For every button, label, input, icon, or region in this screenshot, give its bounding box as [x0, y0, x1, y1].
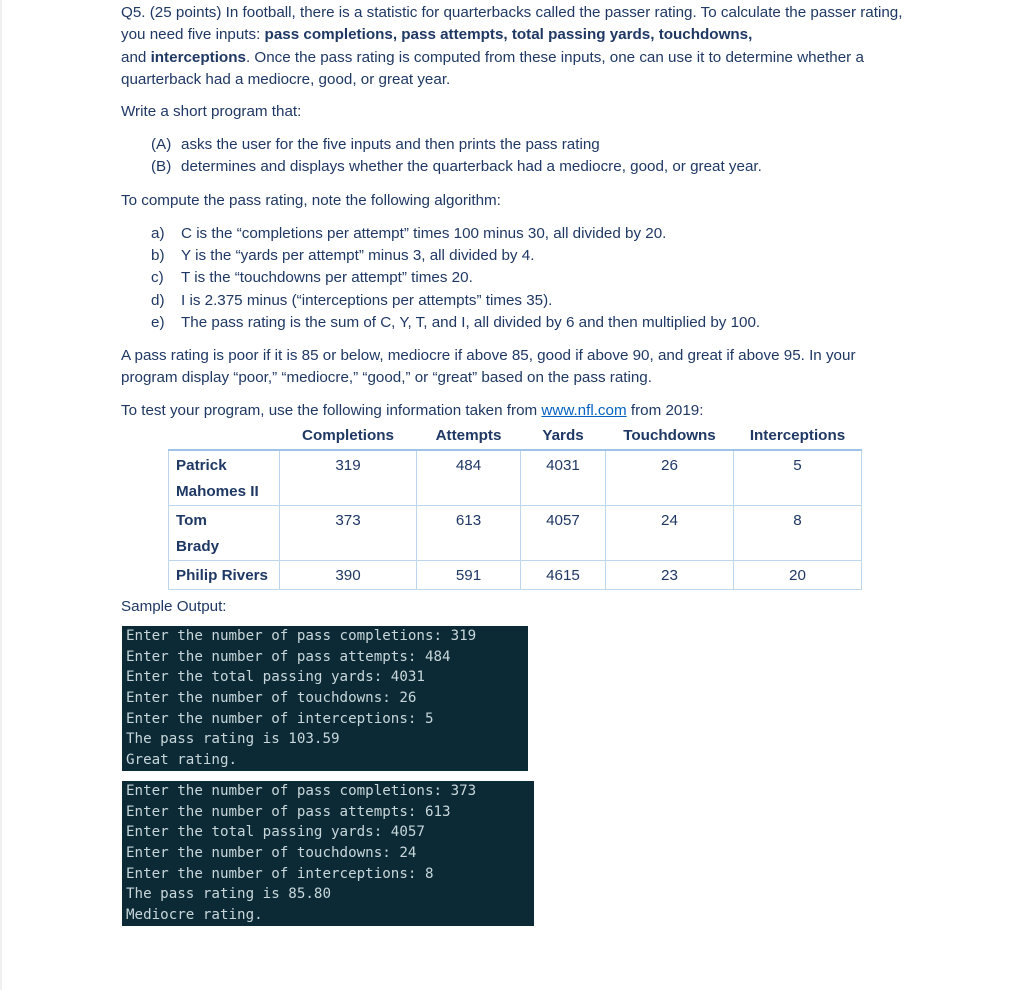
player-name-line: Patrick	[176, 457, 227, 474]
touchdowns-cell: 23	[606, 561, 734, 590]
console-output-2	[122, 781, 534, 926]
task-item-b	[151, 156, 762, 178]
task-item-text: asks the user for the five inputs and then prints the pass rating	[181, 136, 600, 153]
interceptions-cell: 8	[734, 506, 862, 561]
console-line: Enter the total passing yards: 4031	[126, 669, 425, 686]
player-name	[169, 450, 280, 506]
step-text: C is the “completions per attempt” times 100 minus 30, all divided by 20.	[181, 225, 667, 242]
header-completions: Completions	[280, 422, 417, 450]
question-intro: Q5. (25 points) In football, there is a statistic for quarterbacks called the passer rating. To calculate the passer rating, you need five inputs:	[121, 4, 903, 44]
task-item-text: determines and displays whether the quarterback had a mediocre, good, or great year.	[181, 158, 762, 175]
algorithm-step	[151, 312, 760, 334]
console-line: Enter the number of pass completions: 319	[126, 628, 477, 644]
console-line: Enter the number of touchdowns: 26	[126, 690, 417, 707]
header-attempts: Attempts	[417, 422, 521, 450]
player-name-line: Mahomes II	[176, 483, 259, 500]
table-row	[169, 561, 862, 590]
console-output-1	[122, 626, 528, 771]
algorithm-step	[151, 245, 534, 267]
console-line: Enter the number of touchdowns: 24	[126, 845, 417, 862]
question-interceptions: interceptions	[150, 48, 246, 66]
header-interceptions: Interceptions	[734, 422, 862, 450]
task-item-label: (B)	[151, 158, 172, 175]
test-info-line	[121, 400, 703, 422]
sample-output-label: Sample Output:	[121, 598, 227, 615]
step-label: c)	[151, 269, 164, 286]
attempts-cell: 591	[417, 561, 521, 590]
console-line: Great rating.	[126, 752, 238, 769]
console-line: Enter the number of pass attempts: 484	[126, 648, 451, 665]
step-label: b)	[151, 247, 165, 264]
attempts-cell: 613	[417, 506, 521, 561]
test-info-after: from 2019:	[626, 402, 704, 419]
completions-cell: 390	[280, 561, 417, 590]
player-name	[169, 506, 280, 561]
console-line: Enter the total passing yards: 4057	[126, 824, 425, 841]
task-intro: Write a short program that:	[121, 103, 302, 120]
touchdowns-cell: 26	[606, 450, 734, 506]
completions-cell: 319	[280, 450, 417, 506]
page-edge	[0, 0, 2, 990]
yards-cell: 4057	[521, 506, 606, 561]
console-line: Enter the number of interceptions: 8	[126, 865, 434, 882]
task-item-a	[151, 134, 600, 156]
interceptions-cell: 5	[734, 450, 862, 506]
question-paragraph	[121, 2, 921, 92]
step-label: e)	[151, 314, 165, 331]
header-touchdowns: Touchdowns	[606, 422, 734, 450]
question-rest: . Once the pass rating is computed from these inputs, one can use it to determine whether a quarterback had a mediocre, good, or great year.	[121, 48, 864, 89]
console-line: Enter the number of interceptions: 5	[126, 710, 434, 727]
question-inputs: pass completions, pass attempts, total passing yards, touchdowns,	[264, 26, 753, 44]
algorithm-step	[151, 223, 666, 245]
step-text: The pass rating is the sum of C, Y, T, and I, all divided by 6 and then multiplied by 100.	[181, 314, 761, 331]
attempts-cell: 484	[417, 450, 521, 506]
step-label: a)	[151, 225, 165, 242]
completions-cell: 373	[280, 506, 417, 561]
touchdowns-cell: 24	[606, 506, 734, 561]
console-line: The pass rating is 103.59	[126, 731, 340, 748]
table-row	[169, 450, 862, 506]
step-text: Y is the “yards per attempt” minus 3, all divided by 4.	[181, 247, 535, 264]
quarterback-stats-table	[168, 422, 862, 590]
step-text: T is the “touchdowns per attempt” times 20.	[181, 269, 473, 286]
player-name-line: Tom	[176, 512, 207, 529]
player-name: Philip Rivers	[169, 561, 280, 590]
console-line: Mediocre rating.	[126, 907, 263, 924]
interceptions-cell: 20	[734, 561, 862, 590]
header-name	[169, 422, 280, 450]
step-label: d)	[151, 292, 165, 309]
rating-rule-paragraph: A pass rating is poor if it is 85 or below, mediocre if above 85, good if above 90, and great if above 95. In your program display “poor,” “mediocre,” “good,” or “great” based on the pass rating.	[121, 347, 856, 387]
step-text: I is 2.375 minus (“interceptions per attempts” times 35).	[181, 292, 553, 309]
algorithm-step	[151, 290, 552, 312]
algorithm-step	[151, 267, 473, 289]
test-info-before: To test your program, use the following information taken from	[121, 402, 542, 419]
question-and: and	[121, 48, 151, 66]
task-item-label: (A)	[151, 136, 172, 153]
console-line: Enter the number of pass attempts: 613	[126, 803, 451, 820]
header-yards: Yards	[521, 422, 606, 450]
yards-cell: 4031	[521, 450, 606, 506]
console-line: Enter the number of pass completions: 373	[126, 783, 477, 799]
nfl-link[interactable]: www.nfl.com	[541, 402, 627, 419]
table-row	[169, 506, 862, 561]
console-line: The pass rating is 85.80	[126, 886, 331, 903]
algorithm-intro: To compute the pass rating, note the following algorithm:	[121, 192, 501, 209]
table-header-row	[169, 422, 862, 450]
yards-cell: 4615	[521, 561, 606, 590]
player-name-line: Brady	[176, 538, 220, 555]
